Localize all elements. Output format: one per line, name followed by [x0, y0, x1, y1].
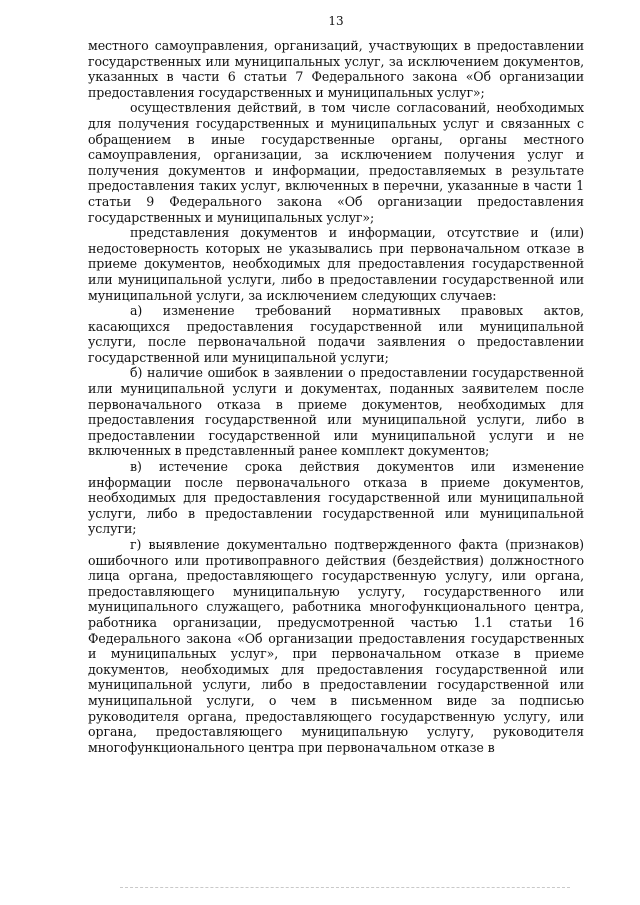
page-number: 13 [328, 14, 344, 28]
paragraph: представления документов и информации, отсутствие и (или) недостоверность которых не указывались при первоначальном отказе в приеме документов, необходимых для предоставления государственной или муниципальной услуги, либо в предоставлении государственной или муниципальной услуги, за исключением следующих случаев: [88, 225, 584, 303]
paragraph: г) выявление документально подтвержденного факта (признаков) ошибочного или противоправного действия (бездействия) должностного лица органа, предоставляющего государственную услугу, или органа, предоставляющего муниципальную услугу, государственного или муниципального служащего, работника многофункционального центра, работника организации, предусмотренной частью 1.1 статьи 16 Федерального закона «Об организации предоставления государственных и муниципальных услуг», при первоначальном отказе в приеме документов, необходимых для предоставления государственной или муниципальной услуги, либо в предоставлении государственной или муниципальной услуги, о чем в письменном виде за подписью руководителя органа, предоставляющего государственную услугу, или органа, предоставляющего муниципальную услугу, руководителя многофункционального центра при первоначальном отказе в [88, 537, 584, 755]
paragraph: в) истечение срока действия документов или изменение информации после первоначального отказа в приеме документов, необходимых для предоставления государственной или муниципальной услуги, либо в предоставлении государственной или муниципальной услуги; [88, 459, 584, 537]
scan-footer-line [120, 887, 570, 888]
paragraph: местного самоуправления, организаций, участвующих в предоставлении государственных или муниципальных услуг, за исключением документов, указанных в части 6 статьи 7 Федерального закона «Об организации предоставления государственных и муниципальных услуг»; [88, 38, 584, 100]
paragraph: б) наличие ошибок в заявлении о предоставлении государственной или муниципальной услуги и документах, поданных заявителем после первоначального отказа в приеме документов, необходимых для предоставления государственной или муниципальной услуги, либо в предоставлении государственной или муниципальной услуги и не включенных в представленный ранее комплект документов; [88, 365, 584, 459]
body-text [88, 38, 584, 755]
paragraph: а) изменение требований нормативных правовых актов, касающихся предоставления государственной или муниципальной услуги, после первоначальной подачи заявления о предоставлении государственной или муниципальной услуги; [88, 303, 584, 365]
paragraph: осуществления действий, в том числе согласований, необходимых для получения государственных и муниципальных услуг и связанных с обращением в иные государственные органы, органы местного самоуправления, организации, за исключением получения услуг и получения документов и информации, предоставляемых в результате предоставления таких услуг, включенных в перечни, указанные в части 1 статьи 9 Федерального закона «Об организации предоставления государственных и муниципальных услуг»; [88, 100, 584, 225]
